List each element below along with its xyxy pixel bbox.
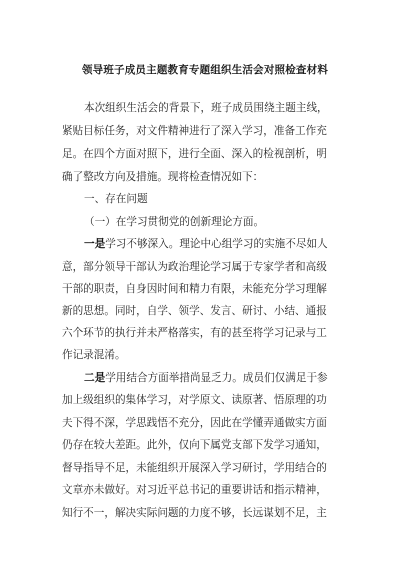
intro-line: 紧贴目标任务，对文件精神进行了深入学习，准备工作充 <box>62 125 327 137</box>
point2-first-line-text: 学用结合方面举措尚显乏力。成员们仅满足于参 <box>105 372 328 384</box>
point2-line: 文章亦未做好。对习近平总书记的重要讲话和指示精神， <box>62 484 327 496</box>
point1-first-line-text: 学习不够深入。理论中心组学习的实施不尽如人 <box>105 238 328 250</box>
point1-line: 六个环节的执行并未严格落实，有的甚至将学习记录与工 <box>62 327 327 339</box>
intro-line: 本次组织生活会的背景下，班子成员围绕主题主线， <box>84 102 328 114</box>
point1-lead: 一是 <box>84 238 106 250</box>
point1-line: 作记录混淆。 <box>62 349 126 361</box>
document-title: 领导班子成员主题教育专题组织生活会对照检查材料 <box>81 64 329 76</box>
intro-line: 确了整改方向及措施。现将检查情况如下： <box>62 171 264 183</box>
point1-first-line <box>84 237 328 251</box>
intro-line: 足。在四个方面对照下，进行全面、深入的检视剖析，明 <box>62 148 327 160</box>
point1-line: 干部的职责，自身因时间和精力有限，未能充分学习理解 <box>62 283 327 295</box>
point2-line: 知行不一，解决实际问题的力度不够，长远谋划不足，主 <box>62 507 327 519</box>
point2-line: 加上级组织的集体学习，对学原文、读原著、悟原理的功 <box>62 394 327 406</box>
point2-lead: 二是 <box>84 372 106 384</box>
section-heading: 一、存在问题 <box>84 193 148 205</box>
subsection-heading: （一）在学习贯彻党的创新理论方面。 <box>84 216 265 228</box>
point1-line: 新的思想。同时，自学、领学、发言、研讨、小结、通报 <box>62 305 327 317</box>
point2-first-line <box>84 371 328 385</box>
point1-line: 意，部分领导干部认为政治理论学习属于专家学者和高级 <box>62 261 327 273</box>
point2-line: 仍存在较大差距。此外，仅向下属党支部下发学习通知， <box>62 439 327 451</box>
point2-line: 夫下得不深，学思践悟不充分，因此在学懂弄通做实方面 <box>62 417 327 429</box>
point2-line: 督导指导不足，未能组织开展深入学习研讨，学用结合的 <box>62 462 327 474</box>
